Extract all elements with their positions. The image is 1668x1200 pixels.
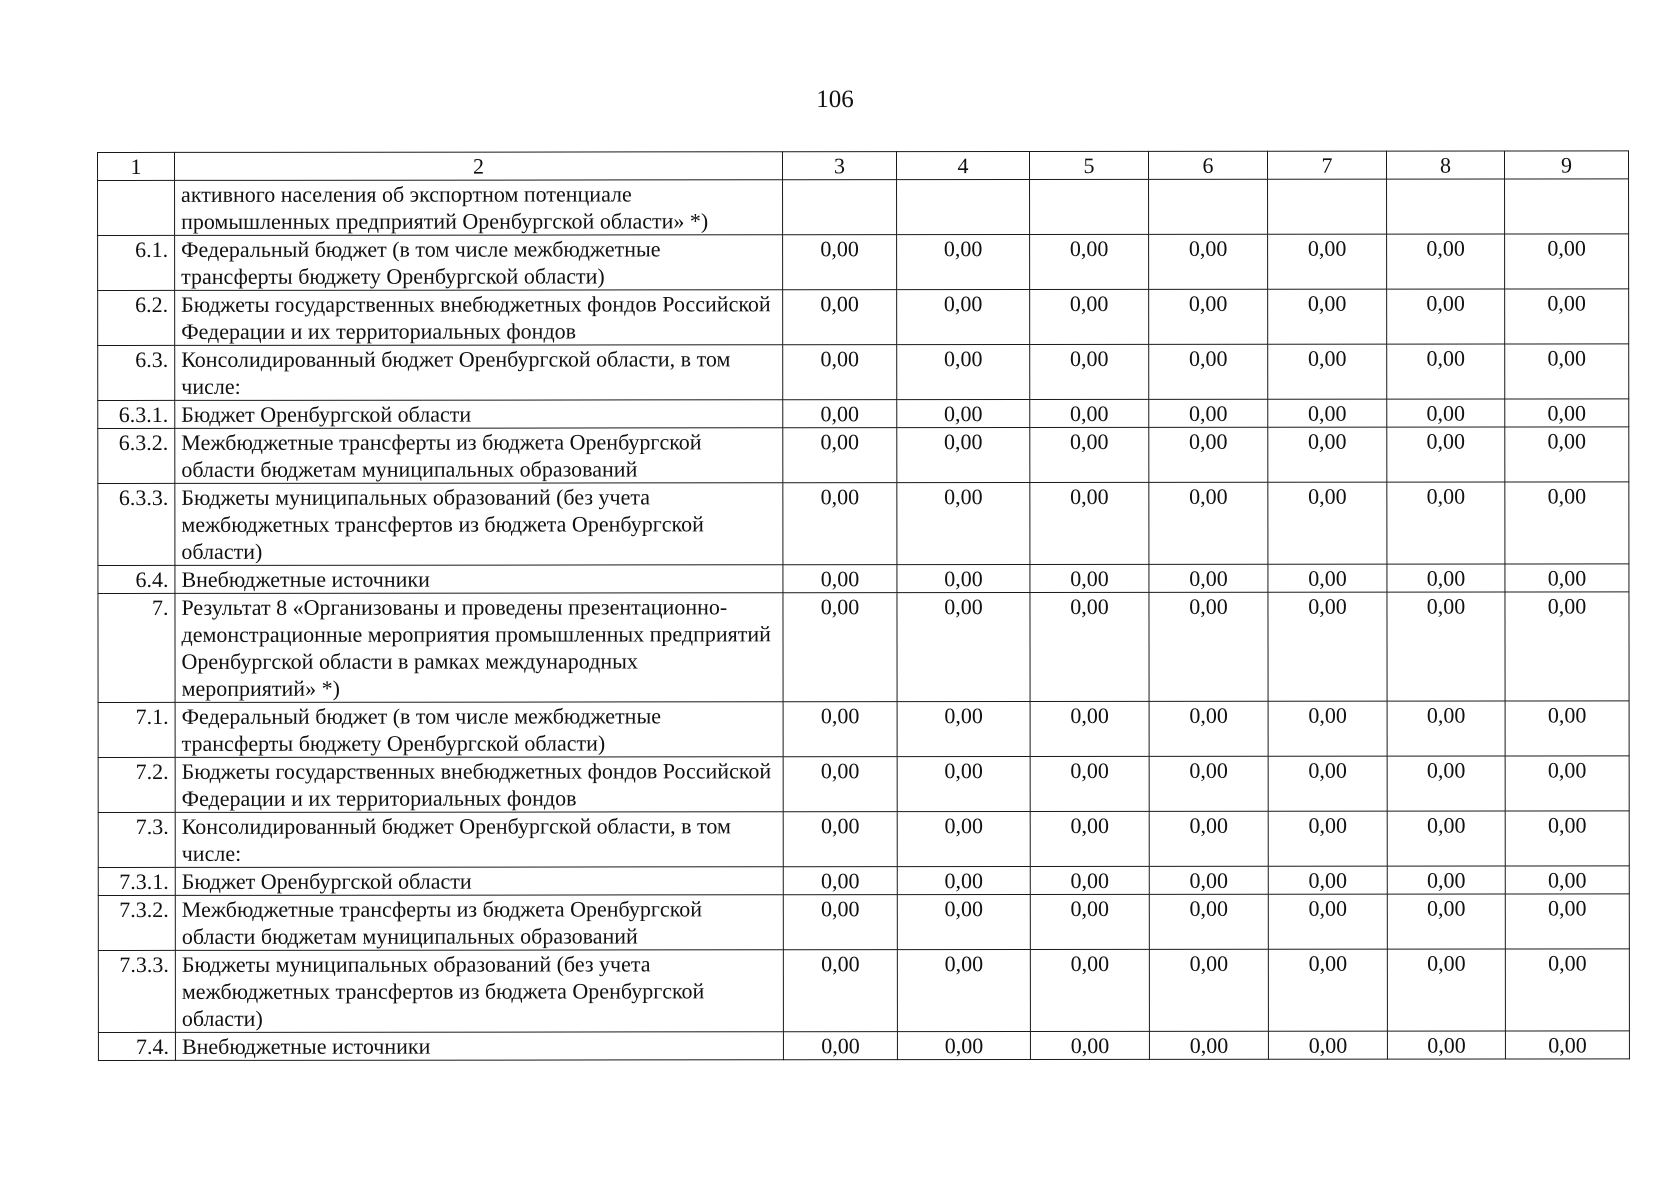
value-cell: 0,00: [783, 812, 897, 867]
row-description: Бюджет Оренбургской области: [175, 867, 783, 896]
row-number: 6.3.1.: [98, 400, 175, 428]
value-cell: 0,00: [1505, 756, 1629, 811]
value-cell: 0,00: [1387, 1031, 1505, 1059]
value-cell: 0,00: [1387, 427, 1505, 482]
value-cell: 0,00: [783, 428, 897, 483]
row-number: 6.3.3.: [98, 483, 175, 565]
value-cell: 0,00: [897, 235, 1030, 290]
value-cell: 0,00: [897, 702, 1030, 757]
row-number: 7.3.: [98, 812, 175, 867]
table-row: [98, 344, 1629, 401]
value-cell: 0,00: [1149, 949, 1268, 1031]
value-cell: 0,00: [1030, 344, 1149, 399]
value-cell: 0,00: [1387, 701, 1505, 756]
value-cell: 0,00: [1505, 894, 1629, 949]
value-cell: 0,00: [1030, 866, 1149, 894]
value-cell: 0,00: [783, 867, 897, 895]
value-cell: 0,00: [897, 950, 1030, 1032]
value-cell: 0,00: [1268, 592, 1387, 701]
row-number: 7.3.2.: [98, 895, 175, 950]
column-header: 3: [783, 152, 897, 180]
row-number: [98, 180, 175, 235]
value-cell: 0,00: [1268, 1031, 1387, 1059]
column-header: 4: [897, 152, 1030, 180]
value-cell: 0,00: [1149, 894, 1268, 949]
row-description: Бюджеты государственных внебюджетных фондов Российской Федерации и их территориальных фондов: [175, 757, 783, 813]
column-header: 2: [175, 152, 783, 181]
value-cell: 0,00: [1505, 701, 1629, 756]
value-cell: 0,00: [1387, 482, 1505, 564]
value-cell: 0,00: [1505, 1031, 1629, 1059]
value-cell: 0,00: [783, 593, 897, 702]
value-cell: 0,00: [1505, 866, 1629, 894]
table-row: [98, 482, 1629, 566]
value-cell: 0,00: [1268, 482, 1387, 564]
value-cell: 0,00: [1030, 592, 1149, 701]
value-cell: 0,00: [783, 483, 897, 565]
value-cell: 0,00: [783, 235, 897, 290]
value-cell: 0,00: [1030, 564, 1149, 592]
row-description: Результат 8 «Организованы и проведены презентационно-демонстрационные мероприятия промышленных предприятий Оренбургской области в рамках международных мероприятий» *): [175, 593, 783, 703]
value-cell: 0,00: [1387, 866, 1505, 894]
value-cell: 0,00: [1387, 811, 1505, 866]
row-description: Федеральный бюджет (в том числе межбюджетные трансферты бюджету Оренбургской области): [175, 235, 783, 291]
value-cell: 0,00: [1030, 234, 1149, 289]
value-cell: 0,00: [1505, 811, 1629, 866]
row-description: Внебюджетные источники: [175, 565, 783, 594]
row-description: Бюджеты государственных внебюджетных фондов Российской Федерации и их территориальных фондов: [175, 290, 783, 346]
value-cell: 0,00: [783, 950, 897, 1032]
table-row: [98, 427, 1629, 484]
value-cell: 0,00: [1268, 756, 1387, 811]
column-header: 6: [1149, 151, 1268, 179]
value-cell: 0,00: [1149, 811, 1268, 866]
budget-table: [97, 150, 1630, 1061]
value-cell: 0,00: [1149, 756, 1268, 811]
value-cell: 0,00: [1268, 894, 1387, 949]
row-description: Консолидированный бюджет Оренбургской области, в том числе:: [175, 345, 783, 401]
value-cell: 0,00: [1505, 949, 1629, 1031]
value-cell: 0,00: [1505, 344, 1629, 399]
value-cell: 0,00: [783, 565, 897, 593]
column-header: 8: [1386, 151, 1504, 179]
value-cell: 0,00: [897, 483, 1030, 565]
value-cell: 0,00: [1268, 234, 1387, 289]
value-cell: 0,00: [1505, 289, 1629, 344]
value-cell: 0,00: [1387, 399, 1505, 427]
value-cell: 0,00: [1149, 866, 1268, 894]
value-cell: 0,00: [1149, 427, 1268, 482]
value-cell: 0,00: [1149, 399, 1268, 427]
value-cell: 0,00: [897, 593, 1030, 702]
row-number: 6.4.: [98, 565, 175, 593]
value-cell: 0,00: [1505, 564, 1629, 592]
row-description: Федеральный бюджет (в том числе межбюджетные трансферты бюджету Оренбургской области): [175, 702, 783, 758]
value-cell: 0,00: [1149, 234, 1268, 289]
column-header: 1: [98, 152, 175, 180]
table-row: [98, 949, 1629, 1033]
row-number: 6.3.: [98, 345, 175, 400]
value-cell: 0,00: [1149, 701, 1268, 756]
value-cell: 0,00: [897, 1032, 1030, 1060]
row-number: 7.2.: [98, 757, 175, 812]
row-description: Бюджет Оренбургской области: [175, 400, 783, 429]
value-cell: 0,00: [1030, 811, 1149, 866]
value-cell: [1505, 179, 1629, 234]
value-cell: 0,00: [1505, 399, 1629, 427]
value-cell: 0,00: [1149, 592, 1268, 701]
row-description: Консолидированный бюджет Оренбургской области, в том числе:: [175, 812, 783, 868]
value-cell: 0,00: [783, 400, 897, 428]
table-row: [98, 1031, 1629, 1061]
value-cell: 0,00: [1387, 756, 1505, 811]
page-number: 106: [816, 86, 854, 113]
column-header: 7: [1267, 151, 1386, 179]
value-cell: 0,00: [897, 400, 1030, 428]
value-cell: 0,00: [1268, 289, 1387, 344]
value-cell: 0,00: [1268, 427, 1387, 482]
value-cell: [783, 180, 897, 235]
value-cell: 0,00: [1268, 564, 1387, 592]
value-cell: 0,00: [897, 757, 1030, 812]
value-cell: [1387, 179, 1505, 234]
value-cell: 0,00: [1387, 949, 1505, 1031]
value-cell: 0,00: [783, 702, 897, 757]
value-cell: 0,00: [1030, 289, 1149, 344]
value-cell: 0,00: [1387, 592, 1505, 701]
value-cell: 0,00: [1030, 482, 1149, 564]
value-cell: 0,00: [783, 1032, 897, 1060]
value-cell: 0,00: [1387, 234, 1505, 289]
value-cell: 0,00: [1030, 701, 1149, 756]
value-cell: 0,00: [1268, 701, 1387, 756]
value-cell: 0,00: [1030, 894, 1149, 949]
value-cell: 0,00: [897, 867, 1030, 895]
value-cell: 0,00: [897, 428, 1030, 483]
row-number: 7.: [98, 593, 175, 702]
row-description: Бюджеты муниципальных образований (без учета межбюджетных трансфертов из бюджета Оренбургской области): [175, 950, 783, 1033]
value-cell: 0,00: [1030, 427, 1149, 482]
row-description: Внебюджетные источники: [175, 1032, 783, 1061]
value-cell: 0,00: [897, 290, 1030, 345]
table-row: [98, 866, 1629, 896]
value-cell: 0,00: [897, 565, 1030, 593]
value-cell: 0,00: [1030, 399, 1149, 427]
table-row: [98, 179, 1629, 236]
table-row: [98, 564, 1629, 594]
value-cell: 0,00: [1030, 756, 1149, 811]
value-cell: 0,00: [1268, 866, 1387, 894]
value-cell: 0,00: [1387, 344, 1505, 399]
table-row: [98, 894, 1629, 951]
value-cell: 0,00: [1505, 592, 1629, 701]
value-cell: 0,00: [1387, 894, 1505, 949]
table-row: [98, 289, 1629, 346]
row-description: Межбюджетные трансферты из бюджета Оренбургской области бюджетам муниципальных образований: [175, 895, 783, 951]
row-number: 7.1.: [98, 702, 175, 757]
row-number: 6.1.: [98, 235, 175, 290]
value-cell: 0,00: [1268, 811, 1387, 866]
table-row: [98, 701, 1629, 758]
value-cell: 0,00: [1149, 344, 1268, 399]
table-row: [98, 756, 1629, 813]
value-cell: 0,00: [783, 757, 897, 812]
column-header: 5: [1030, 151, 1149, 179]
column-number-row: [98, 151, 1629, 181]
value-cell: [1268, 179, 1387, 234]
row-number: 6.3.2.: [98, 428, 175, 483]
value-cell: 0,00: [1505, 234, 1629, 289]
column-header: 9: [1504, 151, 1628, 179]
value-cell: 0,00: [1149, 482, 1268, 564]
value-cell: 0,00: [1149, 564, 1268, 592]
value-cell: 0,00: [1030, 949, 1149, 1031]
value-cell: 0,00: [897, 345, 1030, 400]
value-cell: 0,00: [783, 895, 897, 950]
value-cell: 0,00: [897, 895, 1030, 950]
value-cell: 0,00: [897, 812, 1030, 867]
value-cell: 0,00: [1268, 344, 1387, 399]
value-cell: 0,00: [1505, 427, 1629, 482]
value-cell: 0,00: [1505, 482, 1629, 564]
table-row: [98, 399, 1629, 429]
value-cell: 0,00: [1149, 1031, 1268, 1059]
value-cell: 0,00: [1387, 289, 1505, 344]
value-cell: [1149, 179, 1268, 234]
table-row: [98, 234, 1629, 291]
value-cell: 0,00: [1387, 564, 1505, 592]
value-cell: 0,00: [1268, 949, 1387, 1031]
value-cell: [1030, 179, 1149, 234]
value-cell: 0,00: [1149, 289, 1268, 344]
row-number: 6.2.: [98, 290, 175, 345]
value-cell: 0,00: [783, 290, 897, 345]
value-cell: 0,00: [1268, 399, 1387, 427]
row-description: Бюджеты муниципальных образований (без учета межбюджетных трансфертов из бюджета Оренбургской области): [175, 483, 783, 566]
value-cell: [897, 180, 1030, 235]
table-row: [98, 811, 1629, 868]
row-number: 7.3.3.: [98, 950, 175, 1032]
row-description: Межбюджетные трансферты из бюджета Оренбургской области бюджетам муниципальных образований: [175, 428, 783, 484]
row-number: 7.3.1.: [98, 867, 175, 895]
table-row: [98, 592, 1629, 703]
row-description: активного населения об экспортном потенциале промышленных предприятий Оренбургской области» *): [175, 180, 783, 236]
value-cell: 0,00: [783, 345, 897, 400]
value-cell: 0,00: [1030, 1031, 1149, 1059]
row-number: 7.4.: [98, 1032, 175, 1060]
